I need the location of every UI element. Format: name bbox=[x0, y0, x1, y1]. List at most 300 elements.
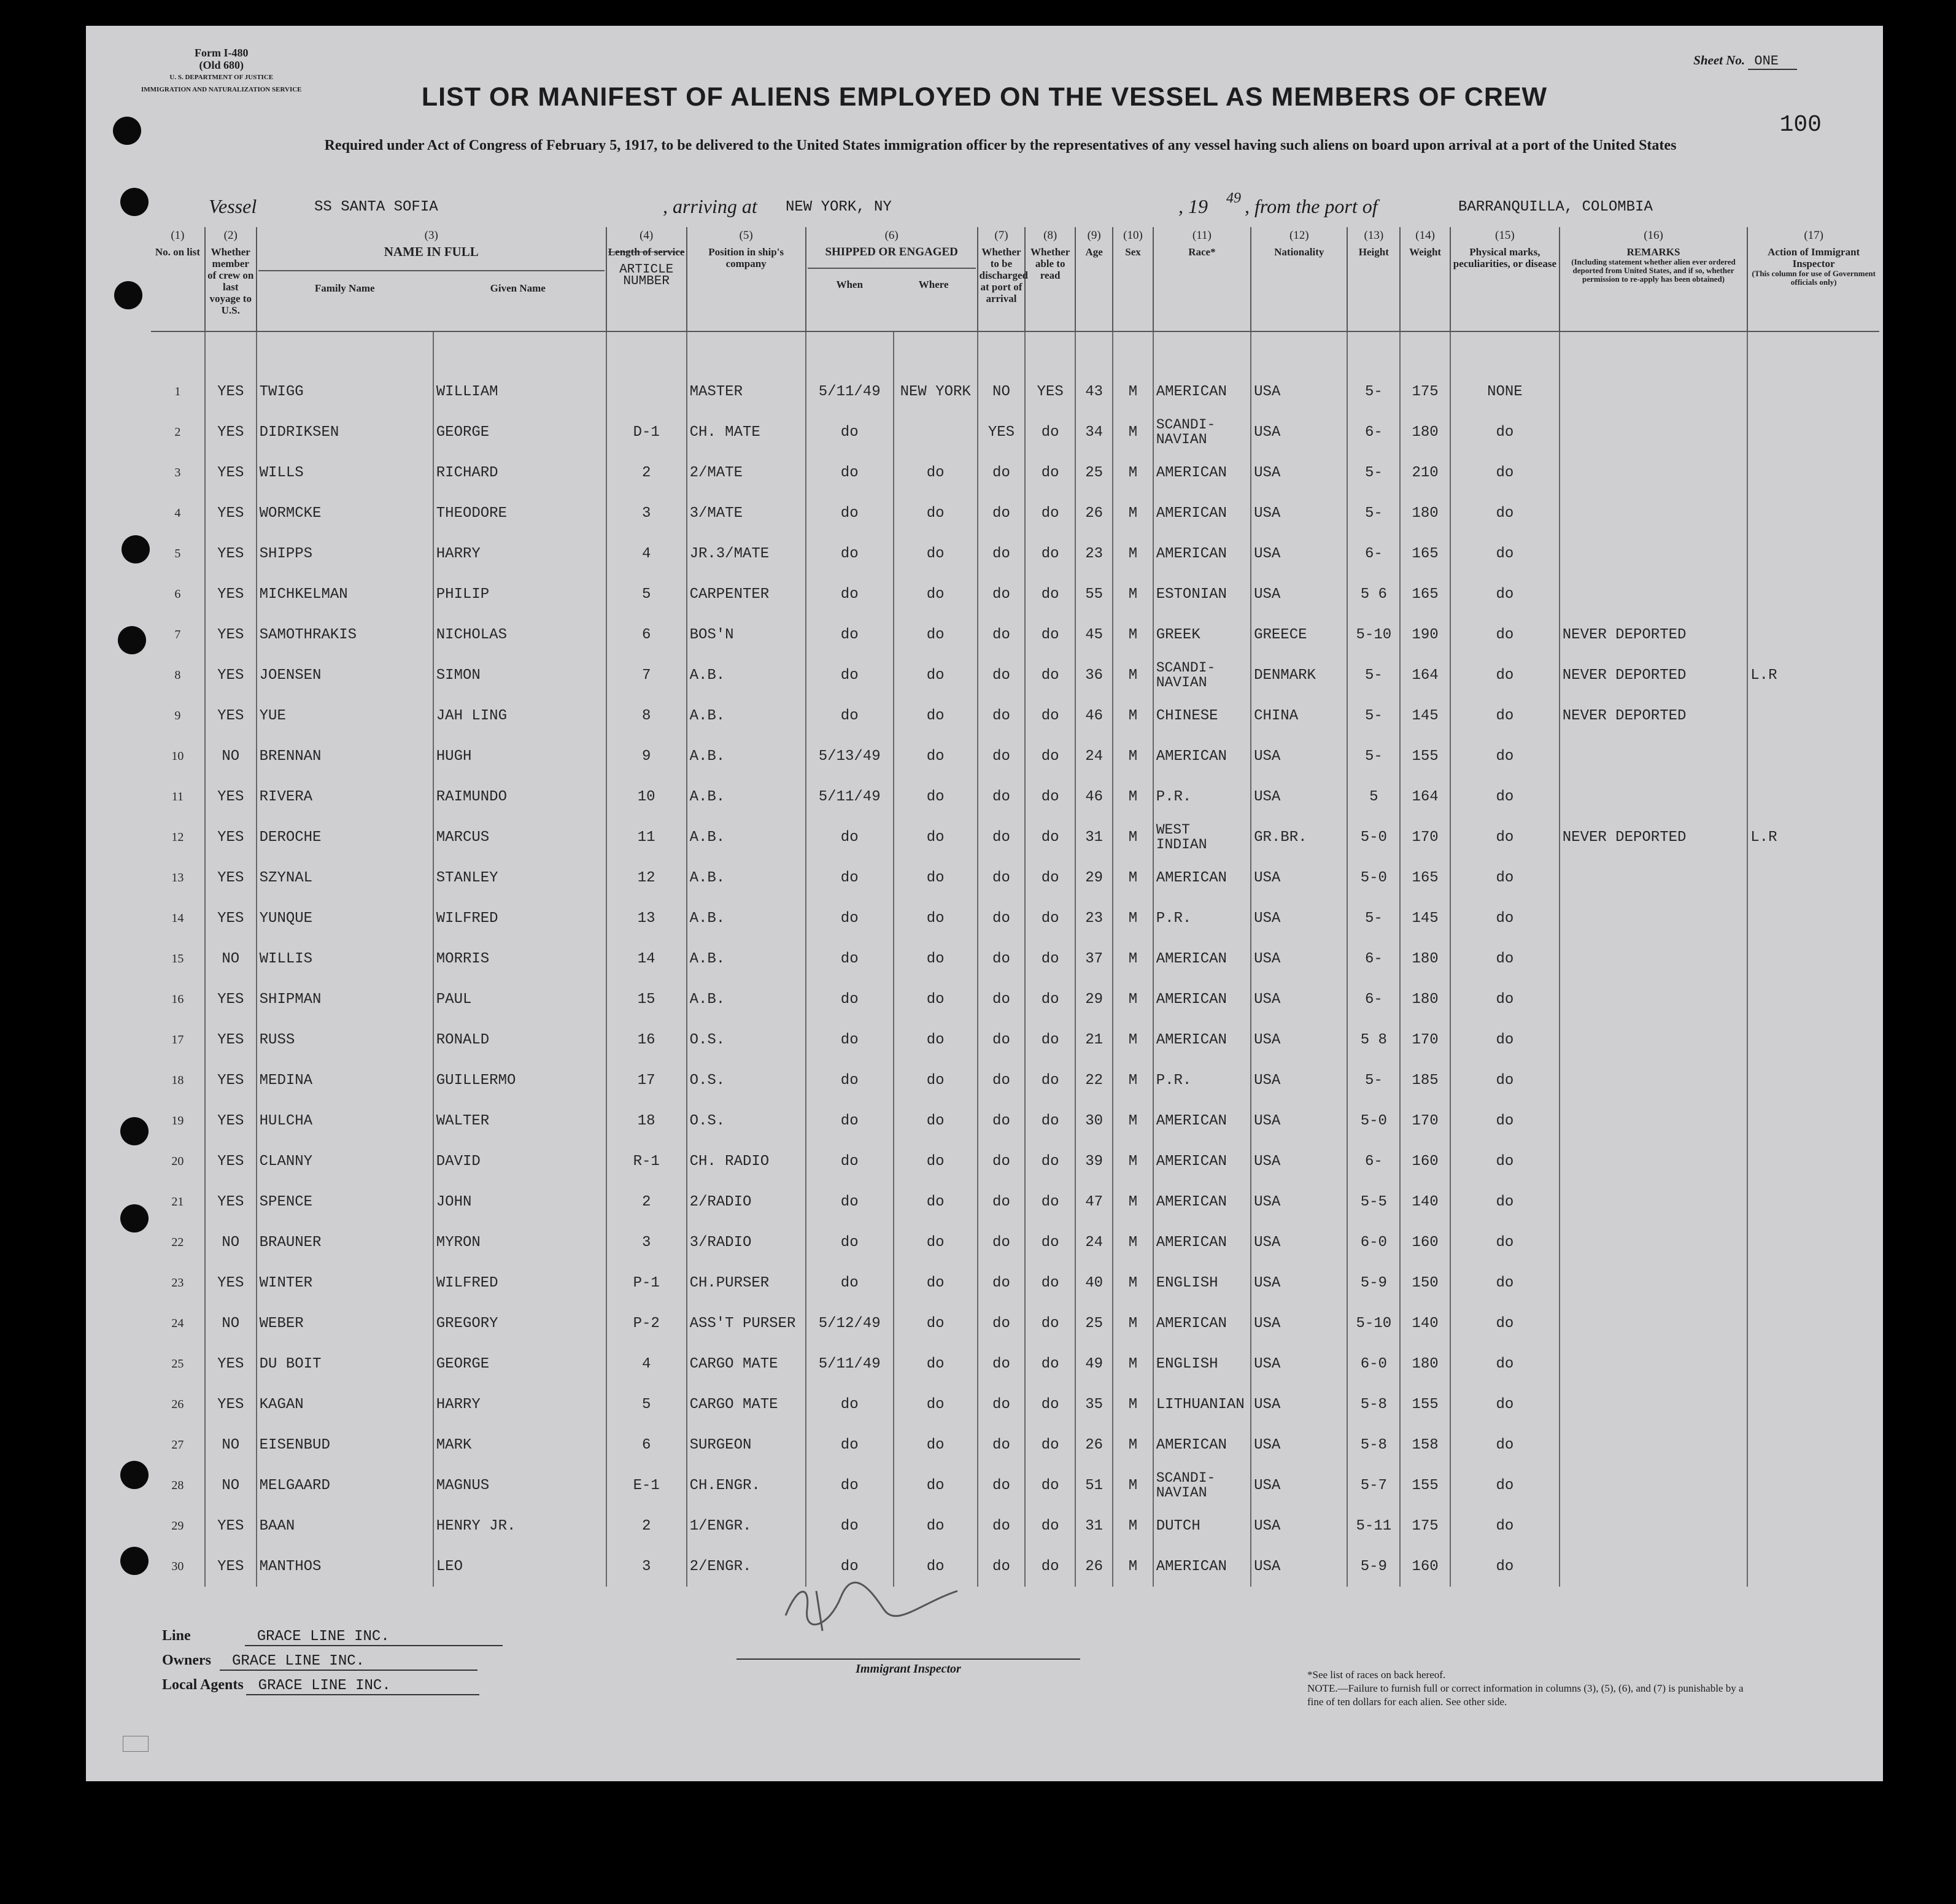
given-name-cell: RICHARD bbox=[433, 452, 606, 493]
height-cell: 6- bbox=[1347, 533, 1400, 574]
height-cell: 5 bbox=[1347, 776, 1400, 817]
remarks-cell bbox=[1560, 452, 1748, 493]
discharged-cell: do bbox=[978, 1384, 1026, 1425]
penalty-note: NOTE.—Failure to furnish full or correct information in columns (3), (5), (6), and (7) is punishable by a fine of ten dollars for each alien. See other side. bbox=[1307, 1682, 1744, 1708]
row-number-cell: 26 bbox=[171, 1397, 184, 1411]
row-number-cell: 12 bbox=[171, 830, 184, 844]
remarks-cell bbox=[1560, 1060, 1748, 1101]
last-voyage-cell: YES bbox=[205, 1182, 257, 1222]
row-number-cell: 16 bbox=[171, 992, 184, 1006]
inspector-action-cell bbox=[1747, 574, 1879, 614]
shipped-when-cell: do bbox=[806, 817, 894, 857]
weight-cell: 170 bbox=[1400, 1020, 1450, 1060]
discharged-cell: do bbox=[978, 736, 1026, 776]
shipped-where-cell: do bbox=[894, 695, 978, 736]
arriving-label: , arriving at bbox=[663, 195, 757, 217]
nationality-cell: USA bbox=[1251, 1344, 1347, 1384]
discharged-cell: NO bbox=[978, 331, 1026, 412]
shipped-where-cell: do bbox=[894, 1222, 978, 1263]
position-cell: 3/MATE bbox=[687, 493, 806, 533]
nationality-cell: GREECE bbox=[1251, 614, 1347, 655]
weight-cell: 140 bbox=[1400, 1303, 1450, 1344]
physical-marks-cell: do bbox=[1450, 493, 1560, 533]
remarks-cell bbox=[1560, 493, 1748, 533]
row-number-cell: 5 bbox=[174, 546, 181, 560]
row-number-cell: 1 bbox=[174, 384, 181, 398]
race-cell: AMERICAN bbox=[1153, 979, 1251, 1020]
discharged-cell: do bbox=[978, 1222, 1026, 1263]
height-cell: 5-10 bbox=[1347, 614, 1400, 655]
table-row bbox=[151, 614, 1879, 655]
weight-cell: 165 bbox=[1400, 574, 1450, 614]
height-cell: 5-5 bbox=[1347, 1182, 1400, 1222]
given-name-cell: DAVID bbox=[433, 1141, 606, 1182]
inspector-signature bbox=[779, 1573, 964, 1634]
table-row bbox=[151, 695, 1879, 736]
inspector-action-cell bbox=[1747, 1101, 1879, 1141]
able-to-read-cell: do bbox=[1025, 1465, 1075, 1506]
given-name-cell: HENRY JR. bbox=[433, 1506, 606, 1546]
remarks-cell bbox=[1560, 1465, 1748, 1506]
discharged-cell: do bbox=[978, 533, 1026, 574]
physical-marks-cell: do bbox=[1450, 574, 1560, 614]
nationality-cell: USA bbox=[1251, 1020, 1347, 1060]
able-to-read-cell: do bbox=[1025, 1425, 1075, 1465]
physical-marks-cell: do bbox=[1450, 695, 1560, 736]
sex-cell: M bbox=[1113, 1182, 1153, 1222]
physical-marks-cell: NONE bbox=[1450, 331, 1560, 412]
row-number-cell: 8 bbox=[174, 668, 181, 682]
remarks-cell bbox=[1560, 1425, 1748, 1465]
sex-cell: M bbox=[1113, 1303, 1153, 1344]
discharged-cell: do bbox=[978, 1425, 1026, 1465]
nationality-cell: USA bbox=[1251, 1182, 1347, 1222]
line-label: Line bbox=[162, 1628, 191, 1644]
row-number-cell: 17 bbox=[171, 1032, 184, 1047]
sex-cell: M bbox=[1113, 574, 1153, 614]
table-row bbox=[151, 1465, 1879, 1506]
nationality-cell: USA bbox=[1251, 776, 1347, 817]
position-cell: A.B. bbox=[687, 979, 806, 1020]
article-number-cell: P-2 bbox=[606, 1303, 687, 1344]
height-cell: 5-10 bbox=[1347, 1303, 1400, 1344]
nationality-cell: USA bbox=[1251, 857, 1347, 898]
remarks-cell bbox=[1560, 533, 1748, 574]
discharged-cell: do bbox=[978, 1303, 1026, 1344]
physical-marks-cell: do bbox=[1450, 1546, 1560, 1587]
able-to-read-cell: do bbox=[1025, 1303, 1075, 1344]
age-cell: 24 bbox=[1075, 1222, 1113, 1263]
physical-marks-cell: do bbox=[1450, 1344, 1560, 1384]
discharged-cell: do bbox=[978, 898, 1026, 938]
shipped-where-cell: do bbox=[894, 533, 978, 574]
able-to-read-cell: do bbox=[1025, 1506, 1075, 1546]
shipped-where-cell: do bbox=[894, 1303, 978, 1344]
row-number-cell: 14 bbox=[171, 911, 184, 925]
nationality-cell: USA bbox=[1251, 736, 1347, 776]
family-name-cell: HULCHA bbox=[257, 1101, 433, 1141]
remarks-cell bbox=[1560, 574, 1748, 614]
arriving-port: NEW YORK, NY bbox=[786, 199, 892, 215]
race-cell: ENGLISH bbox=[1153, 1263, 1251, 1303]
weight-cell: 155 bbox=[1400, 1384, 1450, 1425]
last-voyage-cell: YES bbox=[205, 655, 257, 695]
inspector-label: Immigrant Inspector bbox=[856, 1662, 961, 1676]
last-voyage-cell: YES bbox=[205, 1101, 257, 1141]
table-row bbox=[151, 1060, 1879, 1101]
shipped-where-cell: do bbox=[894, 857, 978, 898]
shipped-where-cell: do bbox=[894, 493, 978, 533]
physical-marks-cell: do bbox=[1450, 1303, 1560, 1344]
age-cell: 26 bbox=[1075, 1546, 1113, 1587]
sheet-value: ONE bbox=[1748, 53, 1797, 70]
inspector-action-cell bbox=[1747, 533, 1879, 574]
position-cell: CH. RADIO bbox=[687, 1141, 806, 1182]
weight-cell: 175 bbox=[1400, 1506, 1450, 1546]
height-cell: 5 6 bbox=[1347, 574, 1400, 614]
table-row bbox=[151, 857, 1879, 898]
department-name: U. S. DEPARTMENT OF JUSTICE bbox=[169, 74, 274, 81]
discharged-cell: do bbox=[978, 493, 1026, 533]
article-number-cell: 18 bbox=[606, 1101, 687, 1141]
sex-cell: M bbox=[1113, 736, 1153, 776]
article-number-cell: 6 bbox=[606, 614, 687, 655]
family-name-cell: BRENNAN bbox=[257, 736, 433, 776]
row-number-cell: 29 bbox=[171, 1519, 184, 1533]
table-row bbox=[151, 1141, 1879, 1182]
page-title: LIST OR MANIFEST OF ALIENS EMPLOYED ON THE VESSEL AS MEMBERS OF CREW bbox=[421, 82, 1548, 112]
age-cell: 39 bbox=[1075, 1141, 1113, 1182]
physical-marks-cell: do bbox=[1450, 533, 1560, 574]
family-name-cell: MELGAARD bbox=[257, 1465, 433, 1506]
inspector-action-cell bbox=[1747, 1182, 1879, 1222]
article-number-cell: 14 bbox=[606, 938, 687, 979]
discharged-cell: do bbox=[978, 452, 1026, 493]
physical-marks-cell: do bbox=[1450, 736, 1560, 776]
given-name-cell: WILLIAM bbox=[433, 331, 606, 412]
inspector-action-cell bbox=[1747, 1425, 1879, 1465]
shipped-when-cell: do bbox=[806, 1182, 894, 1222]
physical-marks-cell: do bbox=[1450, 1060, 1560, 1101]
weight-cell: 210 bbox=[1400, 452, 1450, 493]
row-number-cell: 10 bbox=[171, 749, 184, 763]
article-number-cell: 3 bbox=[606, 1546, 687, 1587]
age-cell: 30 bbox=[1075, 1101, 1113, 1141]
remarks-cell bbox=[1560, 979, 1748, 1020]
article-number-cell: 2 bbox=[606, 1506, 687, 1546]
nationality-cell: USA bbox=[1251, 938, 1347, 979]
age-cell: 29 bbox=[1075, 857, 1113, 898]
remarks-cell bbox=[1560, 1303, 1748, 1344]
table-row bbox=[151, 736, 1879, 776]
weight-cell: 164 bbox=[1400, 655, 1450, 695]
shipped-where-cell: do bbox=[894, 1263, 978, 1303]
physical-marks-cell: do bbox=[1450, 655, 1560, 695]
article-number-cell: 11 bbox=[606, 817, 687, 857]
row-number-cell: 23 bbox=[171, 1275, 184, 1290]
row-number-cell: 15 bbox=[171, 951, 184, 966]
age-cell: 25 bbox=[1075, 452, 1113, 493]
position-cell: A.B. bbox=[687, 736, 806, 776]
nationality-cell: USA bbox=[1251, 1222, 1347, 1263]
position-cell: CARGO MATE bbox=[687, 1344, 806, 1384]
physical-marks-cell: do bbox=[1450, 898, 1560, 938]
race-cell: SCANDI- NAVIAN bbox=[1153, 655, 1251, 695]
able-to-read-cell: do bbox=[1025, 533, 1075, 574]
given-name-cell: PAUL bbox=[433, 979, 606, 1020]
row-number-cell: 6 bbox=[174, 587, 181, 601]
shipped-where-cell: do bbox=[894, 1546, 978, 1587]
shipped-when-cell: do bbox=[806, 1020, 894, 1060]
shipped-where-cell: do bbox=[894, 1506, 978, 1546]
position-cell: JR.3/MATE bbox=[687, 533, 806, 574]
discharged-cell: do bbox=[978, 938, 1026, 979]
nationality-cell: USA bbox=[1251, 898, 1347, 938]
inspector-action-cell bbox=[1747, 695, 1879, 736]
age-cell: 23 bbox=[1075, 533, 1113, 574]
punch-hole bbox=[120, 1461, 149, 1489]
inspector-action-cell bbox=[1747, 1465, 1879, 1506]
discharged-cell: do bbox=[978, 1182, 1026, 1222]
given-name-cell: HARRY bbox=[433, 533, 606, 574]
given-name-cell: LEO bbox=[433, 1546, 606, 1587]
shipped-when-cell: do bbox=[806, 1384, 894, 1425]
table-row bbox=[151, 1384, 1879, 1425]
race-cell: AMERICAN bbox=[1153, 493, 1251, 533]
given-name-cell: WALTER bbox=[433, 1101, 606, 1141]
article-number-cell: 7 bbox=[606, 655, 687, 695]
shipped-when-cell: do bbox=[806, 1060, 894, 1101]
article-number-cell: 12 bbox=[606, 857, 687, 898]
remarks-cell bbox=[1560, 938, 1748, 979]
position-cell: CARPENTER bbox=[687, 574, 806, 614]
discharged-cell: do bbox=[978, 655, 1026, 695]
col-weight-header: (14) Weight bbox=[1400, 227, 1450, 331]
nationality-cell: USA bbox=[1251, 493, 1347, 533]
table-row bbox=[151, 817, 1879, 857]
given-name-cell: THEODORE bbox=[433, 493, 606, 533]
shipped-when-cell: do bbox=[806, 533, 894, 574]
able-to-read-cell: do bbox=[1025, 1060, 1075, 1101]
shipped-when-cell: do bbox=[806, 898, 894, 938]
able-to-read-cell: do bbox=[1025, 452, 1075, 493]
article-number-cell: 4 bbox=[606, 533, 687, 574]
able-to-read-cell: do bbox=[1025, 614, 1075, 655]
sex-cell: M bbox=[1113, 898, 1153, 938]
year-suffix: 49 bbox=[1226, 190, 1241, 206]
position-cell: A.B. bbox=[687, 817, 806, 857]
article-number-cell: 6 bbox=[606, 1425, 687, 1465]
height-cell: 6-0 bbox=[1347, 1344, 1400, 1384]
table-row bbox=[151, 1506, 1879, 1546]
remarks-cell bbox=[1560, 1344, 1748, 1384]
table-row bbox=[151, 655, 1879, 695]
shipped-where-cell: do bbox=[894, 614, 978, 655]
article-number-cell bbox=[606, 331, 687, 412]
age-cell: 55 bbox=[1075, 574, 1113, 614]
race-cell: SCANDI- NAVIAN bbox=[1153, 1465, 1251, 1506]
punch-hole bbox=[113, 117, 141, 145]
last-voyage-cell: YES bbox=[205, 574, 257, 614]
col-age-header: (9) Age bbox=[1075, 227, 1113, 331]
family-name-cell: TWIGG bbox=[257, 331, 433, 412]
race-cell: SCANDI- NAVIAN bbox=[1153, 412, 1251, 452]
shipped-when-cell: do bbox=[806, 1506, 894, 1546]
race-cell: AMERICAN bbox=[1153, 1020, 1251, 1060]
given-name-cell: MYRON bbox=[433, 1222, 606, 1263]
table-row bbox=[151, 1546, 1879, 1587]
manifest-sheet bbox=[86, 26, 1883, 1781]
remarks-cell bbox=[1560, 1384, 1748, 1425]
last-voyage-cell: NO bbox=[205, 1425, 257, 1465]
nationality-cell: USA bbox=[1251, 1303, 1347, 1344]
sex-cell: M bbox=[1113, 857, 1153, 898]
age-cell: 26 bbox=[1075, 1425, 1113, 1465]
inspector-action-cell bbox=[1747, 1546, 1879, 1587]
sheet-number bbox=[1693, 53, 1797, 69]
table-row bbox=[151, 979, 1879, 1020]
able-to-read-cell: do bbox=[1025, 736, 1075, 776]
inspector-action-cell bbox=[1747, 1344, 1879, 1384]
shipped-when-cell: 5/12/49 bbox=[806, 1303, 894, 1344]
row-number-cell: 3 bbox=[174, 465, 181, 479]
shipped-when-cell: do bbox=[806, 1101, 894, 1141]
sex-cell: M bbox=[1113, 452, 1153, 493]
remarks-cell bbox=[1560, 331, 1748, 412]
article-number-cell: 2 bbox=[606, 1182, 687, 1222]
height-cell: 5 8 bbox=[1347, 1020, 1400, 1060]
shipped-when-cell: do bbox=[806, 857, 894, 898]
position-cell: CH.ENGR. bbox=[687, 1465, 806, 1506]
remarks-cell bbox=[1560, 1546, 1748, 1587]
col-no-header: (1) No. on list bbox=[151, 227, 205, 331]
shipped-where-cell: do bbox=[894, 1344, 978, 1384]
height-cell: 6- bbox=[1347, 412, 1400, 452]
inspector-action-cell bbox=[1747, 1303, 1879, 1344]
remarks-cell: NEVER DEPORTED bbox=[1560, 695, 1748, 736]
article-number-cell: 17 bbox=[606, 1060, 687, 1101]
weight-cell: 170 bbox=[1400, 1101, 1450, 1141]
sex-cell: M bbox=[1113, 1506, 1153, 1546]
nationality-cell: DENMARK bbox=[1251, 655, 1347, 695]
remarks-cell bbox=[1560, 736, 1748, 776]
table-row bbox=[151, 1303, 1879, 1344]
position-cell: BOS'N bbox=[687, 614, 806, 655]
able-to-read-cell: do bbox=[1025, 412, 1075, 452]
family-name-cell: SAMOTHRAKIS bbox=[257, 614, 433, 655]
age-cell: 25 bbox=[1075, 1303, 1113, 1344]
footer-owners bbox=[162, 1628, 653, 1701]
sex-cell: M bbox=[1113, 1425, 1153, 1465]
position-cell: MASTER bbox=[687, 331, 806, 412]
last-voyage-cell: YES bbox=[205, 1263, 257, 1303]
given-name-cell: MARK bbox=[433, 1425, 606, 1465]
article-number-cell: P-1 bbox=[606, 1263, 687, 1303]
sex-cell: M bbox=[1113, 1020, 1153, 1060]
col-last-voyage-header: (2) Whether member of crew on last voyage to U.S. bbox=[205, 227, 257, 331]
able-to-read-cell: do bbox=[1025, 1101, 1075, 1141]
table-row bbox=[151, 776, 1879, 817]
article-number-cell: E-1 bbox=[606, 1465, 687, 1506]
shipped-when-cell: 5/11/49 bbox=[806, 1344, 894, 1384]
physical-marks-cell: do bbox=[1450, 452, 1560, 493]
inspector-signature-line bbox=[736, 1658, 1080, 1676]
table-row bbox=[151, 331, 1879, 412]
last-voyage-cell: YES bbox=[205, 695, 257, 736]
table-row bbox=[151, 574, 1879, 614]
physical-marks-cell: do bbox=[1450, 1101, 1560, 1141]
nationality-cell: USA bbox=[1251, 452, 1347, 493]
nationality-cell: USA bbox=[1251, 1060, 1347, 1101]
remarks-cell bbox=[1560, 1101, 1748, 1141]
inspector-action-cell: L.R bbox=[1747, 817, 1879, 857]
article-number-cell: 13 bbox=[606, 898, 687, 938]
able-to-read-cell: do bbox=[1025, 817, 1075, 857]
family-name-cell: YUE bbox=[257, 695, 433, 736]
printer-mark bbox=[123, 1736, 149, 1752]
physical-marks-cell: do bbox=[1450, 1506, 1560, 1546]
height-cell: 5-11 bbox=[1347, 1506, 1400, 1546]
race-note: *See list of races on back hereof. bbox=[1307, 1669, 1446, 1681]
age-cell: 35 bbox=[1075, 1384, 1113, 1425]
family-name-cell: KAGAN bbox=[257, 1384, 433, 1425]
table-row bbox=[151, 452, 1879, 493]
col-position-header: (5) Position in ship's company bbox=[687, 227, 806, 331]
nationality-cell: USA bbox=[1251, 574, 1347, 614]
agents-label: Local Agents bbox=[162, 1677, 244, 1693]
shipped-when-cell: do bbox=[806, 695, 894, 736]
given-name-cell: MORRIS bbox=[433, 938, 606, 979]
able-to-read-cell: do bbox=[1025, 655, 1075, 695]
shipped-when-cell: do bbox=[806, 1263, 894, 1303]
height-cell: 5-7 bbox=[1347, 1465, 1400, 1506]
inspector-action-cell bbox=[1747, 452, 1879, 493]
footnote bbox=[1307, 1668, 1761, 1709]
remarks-cell bbox=[1560, 1222, 1748, 1263]
weight-cell: 190 bbox=[1400, 614, 1450, 655]
nationality-cell: USA bbox=[1251, 1425, 1347, 1465]
position-cell: A.B. bbox=[687, 695, 806, 736]
vessel-line bbox=[184, 190, 1841, 232]
shipped-when-cell: do bbox=[806, 452, 894, 493]
family-name-cell: SHIPPS bbox=[257, 533, 433, 574]
vessel-label: Vessel bbox=[209, 195, 257, 217]
family-name-cell: MICHKELMAN bbox=[257, 574, 433, 614]
family-name-cell: DIDRIKSEN bbox=[257, 412, 433, 452]
weight-cell: 160 bbox=[1400, 1222, 1450, 1263]
position-cell: O.S. bbox=[687, 1101, 806, 1141]
last-voyage-cell: YES bbox=[205, 1344, 257, 1384]
age-cell: 46 bbox=[1075, 776, 1113, 817]
last-voyage-cell: YES bbox=[205, 1020, 257, 1060]
physical-marks-cell: do bbox=[1450, 1182, 1560, 1222]
able-to-read-cell: do bbox=[1025, 1020, 1075, 1060]
family-name-cell: WEBER bbox=[257, 1303, 433, 1344]
weight-cell: 140 bbox=[1400, 1182, 1450, 1222]
shipped-when-cell: do bbox=[806, 938, 894, 979]
last-voyage-cell: YES bbox=[205, 493, 257, 533]
table-row bbox=[151, 1020, 1879, 1060]
position-cell: CARGO MATE bbox=[687, 1384, 806, 1425]
discharged-cell: do bbox=[978, 1101, 1026, 1141]
sex-cell: M bbox=[1113, 614, 1153, 655]
sex-cell: M bbox=[1113, 331, 1153, 412]
given-name-cell: HARRY bbox=[433, 1384, 606, 1425]
discharged-cell: do bbox=[978, 1263, 1026, 1303]
able-to-read-cell: do bbox=[1025, 1141, 1075, 1182]
race-cell: ENGLISH bbox=[1153, 1344, 1251, 1384]
height-cell: 5-8 bbox=[1347, 1425, 1400, 1465]
